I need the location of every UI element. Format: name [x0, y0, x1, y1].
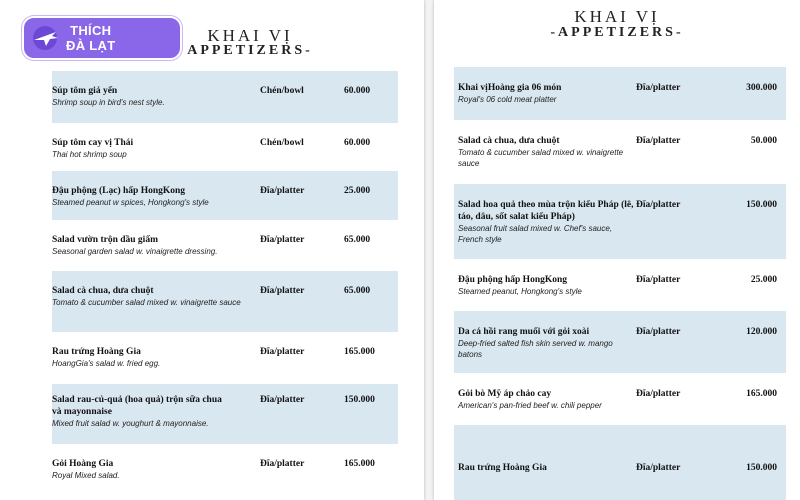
menu-row: [52, 220, 398, 271]
logo-line-1: THÍCH: [70, 23, 112, 38]
dish-name-vi: Rau trứng Hoàng Gia: [52, 347, 141, 357]
dish-unit: Đĩa/platter: [636, 200, 681, 210]
section-title-en: -APPETIZERS-: [550, 25, 684, 40]
menu-row: [52, 71, 398, 123]
section-title-vi: KHAI VỊ: [207, 26, 293, 45]
dish-name-en: Tomato & cucumber salad mixed w. vinaigrette sauce: [458, 148, 624, 168]
dish-price: 50.000: [750, 136, 777, 146]
dish-name-en: Steamed peanut w spices, Hongkong's style: [52, 198, 209, 207]
section-title-vi: KHAI VỊ: [574, 7, 660, 26]
dish-name-en: Thai hot shrimp soup: [52, 150, 127, 159]
dish-name-en: Royal Mixed salad.: [52, 471, 120, 480]
dish-name-vi: Salad cà chua, dưa chuột: [52, 286, 154, 296]
dish-price: 65.000: [344, 235, 371, 245]
dish-unit: Đĩa/platter: [636, 327, 681, 337]
section-title-en: APPETIZERS-: [187, 43, 313, 58]
dish-price: 120.000: [746, 327, 777, 337]
dish-name-en: Seasonal fruit salad mixed w. Chef's sauce, French style: [458, 224, 613, 244]
dish-name-en: HoangGia's salad w. fried egg.: [52, 359, 161, 368]
logo-text: [66, 23, 115, 53]
dish-price: 150.000: [746, 463, 777, 473]
dish-unit: Đĩa/platter: [260, 235, 305, 245]
dish-unit: Đĩa/platter: [636, 136, 681, 146]
logo-line-2: ĐÀ LẠT: [66, 38, 116, 53]
dish-price: 150.000: [746, 200, 777, 210]
dish-unit: Chén/bowl: [260, 86, 304, 96]
dish-price: 25.000: [344, 186, 371, 196]
menu-row: [454, 425, 786, 500]
dish-unit: Đĩa/platter: [636, 275, 681, 285]
dish-name-vi: Súp tôm giả yến: [52, 86, 118, 96]
dish-price: 60.000: [344, 138, 371, 148]
dish-price: 165.000: [344, 347, 375, 357]
menu-row: [454, 373, 786, 425]
dish-unit: Đĩa/platter: [636, 389, 681, 399]
dish-name-vi: Gỏi Hoàng Gia: [52, 459, 114, 469]
dish-name-en: Seasonal garden salad w. vinaigrette dressing.: [52, 247, 218, 256]
dish-price: 25.000: [750, 275, 777, 285]
menu-table: [52, 71, 398, 500]
dish-name-vi: Salad rau-củ-quả (hoa quả) trộn sữa chua và mayonnaise: [52, 395, 222, 417]
plane-icon: [28, 24, 62, 52]
dish-name-vi: Đậu phộng hấp HongKong: [458, 275, 568, 285]
dish-unit: Đĩa/platter: [260, 459, 305, 469]
menu-page-right: [434, 0, 800, 500]
dish-name-en: American's pan-fried beef w. chili pepper: [458, 401, 602, 410]
menu-row: [454, 120, 786, 184]
dish-price: 300.000: [746, 83, 777, 93]
dish-price: 65.000: [344, 286, 371, 296]
dish-name-vi: Da cá hồi rang muối với gỏi xoài: [458, 327, 590, 337]
menu-row: [52, 332, 398, 384]
menu-table: [454, 67, 786, 500]
dish-price: 165.000: [344, 459, 375, 469]
dish-name-vi: Salad cà chua, dưa chuột: [458, 136, 560, 146]
menu-row: [52, 384, 398, 444]
dish-name-en: Royal's 06 cold meat platter: [458, 95, 557, 104]
dish-name-vi: Súp tôm cay vị Thái: [52, 138, 134, 148]
dish-name-vi: Salad hoa quả theo mùa trộn kiểu Pháp (lê, táo, dâu, sốt salat kiểu Pháp): [458, 200, 634, 222]
dish-name-en: Tomato & cucumber salad mixed w. vinaigrette sauce: [52, 298, 241, 307]
dish-name-vi: Rau trứng Hoàng Gia: [458, 463, 547, 473]
menu-row: [454, 311, 786, 373]
dish-price: 150.000: [344, 395, 375, 405]
dish-name-en: Shrimp soup in bird's nest style.: [52, 98, 165, 107]
dish-unit: Đĩa/platter: [636, 83, 681, 93]
dish-name-en: Mixed fruit salad w. youghurt & mayonnaise.: [52, 419, 209, 428]
dish-price: 60.000: [344, 86, 371, 96]
dish-name-vi: Salad vườn trộn dầu giấm: [52, 235, 158, 245]
dish-unit: Đĩa/platter: [260, 186, 305, 196]
menu-row: [454, 67, 786, 120]
menu-row: [52, 171, 398, 220]
menu-row: [454, 184, 786, 259]
dish-name-en: Steamed peanut, Hongkong's style: [458, 287, 582, 296]
dish-unit: Đĩa/platter: [260, 286, 305, 296]
dish-unit: Đĩa/platter: [636, 463, 681, 473]
dish-name-vi: Gỏi bò Mỹ áp chảo cay: [458, 389, 552, 399]
dish-unit: Chén/bowl: [260, 138, 304, 148]
dish-unit: Đĩa/platter: [260, 347, 305, 357]
dish-price: 165.000: [746, 389, 777, 399]
dish-unit: Đĩa/platter: [260, 395, 305, 405]
menu-row: [454, 259, 786, 311]
dish-name-vi: Đậu phộng (Lạc) hấp HongKong: [52, 186, 186, 196]
menu-row: [52, 444, 398, 500]
menu-row: [52, 271, 398, 332]
dish-name-en: Deep-fried salted fish skin served w. mango batons: [458, 339, 613, 359]
dish-name-vi: Khai vịHoàng gia 06 món: [458, 83, 562, 93]
menu-row: [52, 123, 398, 171]
